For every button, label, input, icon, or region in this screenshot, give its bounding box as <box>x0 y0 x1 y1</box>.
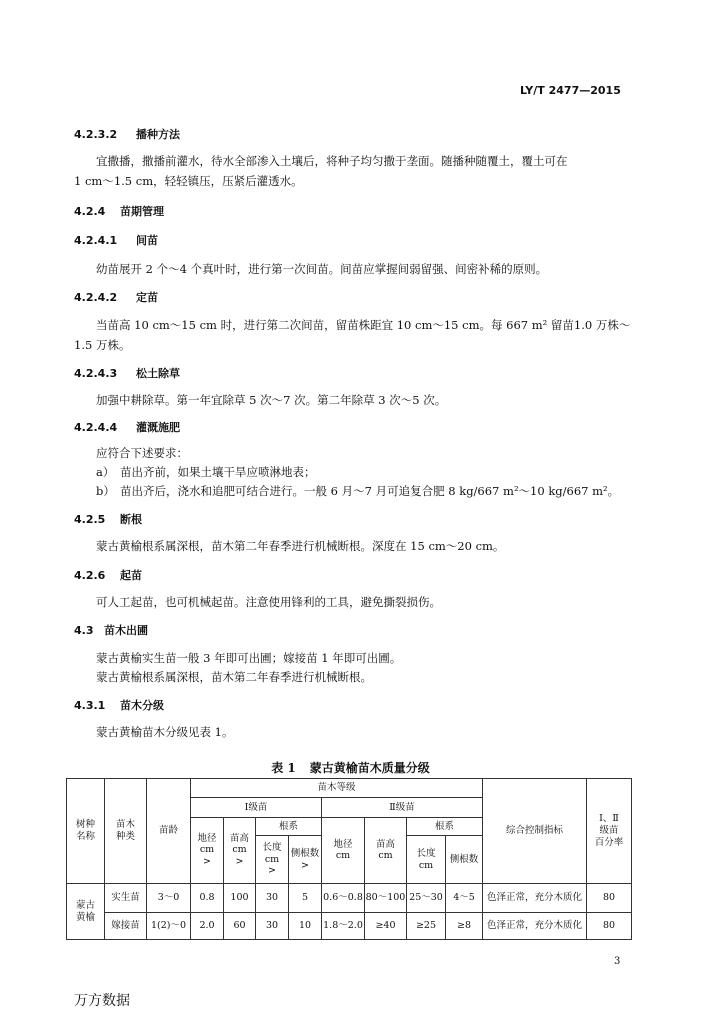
unit-text: cm <box>378 850 393 862</box>
list-label: a） <box>96 465 115 479</box>
cell-g1-height: 60 <box>224 912 256 939</box>
header-text: 苗高 <box>229 832 249 844</box>
header-text: 种类 <box>115 831 135 843</box>
list-item-b <box>96 483 619 499</box>
header-text: 地径 <box>333 838 353 850</box>
species-text: 蒙古 <box>75 899 95 911</box>
cell-g1-diameter: 0.8 <box>191 884 224 913</box>
heading-4-2-4-2 <box>74 289 158 305</box>
header-type <box>105 779 147 884</box>
cell-age: 3～0 <box>147 884 191 913</box>
header-text: 树种 <box>75 819 95 831</box>
cell-g1-height: 100 <box>224 884 256 913</box>
header-text: 长度 <box>262 841 282 853</box>
header-rate <box>587 779 632 884</box>
cell-age: 1(2)～0 <box>147 912 191 939</box>
cell-rate: 80 <box>587 912 632 939</box>
unit-text: cm <box>199 844 215 856</box>
heading-4-3 <box>74 622 148 638</box>
heading-number: 4.2.4 <box>74 205 106 218</box>
cell-g2-diameter: 0.6～0.8 <box>322 884 365 913</box>
paragraph-line: 蒙古黄榆苗木分级见表 1。 <box>96 725 234 739</box>
header-text: 级苗 <box>599 825 619 837</box>
species-text: 黄榆 <box>75 911 95 923</box>
header-g1-lateral <box>289 836 322 884</box>
paragraph-line: 蒙古黄榆根系属深根，苗木第二年春季进行机械断根。 <box>96 670 372 684</box>
unit-text: > <box>235 856 244 868</box>
cell-g1-lateral: 5 <box>289 884 322 913</box>
heading-4-3-1 <box>74 697 164 713</box>
paragraph-line: 蒙古黄榆实生苗一般 3 年即可出圃；嫁接苗 1 年即可出圃。 <box>96 651 402 665</box>
header-text: 地径 <box>197 832 217 844</box>
cell-control: 色泽正常，充分木质化 <box>483 884 587 913</box>
page-number: 3 <box>614 956 621 967</box>
cell-g1-lateral: 10 <box>289 912 322 939</box>
cell-g2-height: ≥40 <box>365 912 407 939</box>
heading-4-2-6 <box>74 567 142 583</box>
header-g2-roots: 根系 <box>407 817 483 835</box>
header-g2-length <box>407 836 446 884</box>
heading-4-2-4-4 <box>74 419 180 435</box>
heading-4-2-5 <box>74 511 142 527</box>
cell-type: 嫁接苗 <box>105 912 147 939</box>
heading-4-2-4-1 <box>74 232 158 248</box>
header-g2-diameter <box>322 817 365 883</box>
header-g1-height <box>224 817 256 883</box>
heading-title: 松土除草 <box>136 367 180 380</box>
header-grade-1: Ⅰ级苗 <box>191 798 322 817</box>
table-caption-title: 蒙古黄榆苗木质量分级 <box>309 761 430 775</box>
cell-g2-length: 25～30 <box>407 884 446 913</box>
heading-title: 播种方法 <box>136 128 180 141</box>
heading-4-2-3-2 <box>74 126 180 142</box>
list-text: 苗出齐后，浇水和追肥可结合进行。一般 6 月～7 月可追复合肥 8 kg/667 m²～10 kg/667 m²。 <box>120 484 620 498</box>
heading-title: 苗期管理 <box>120 205 164 218</box>
header-g1-diameter <box>191 817 224 883</box>
header-grade: 苗木等级 <box>191 779 483 798</box>
heading-4-2-4 <box>74 203 164 219</box>
heading-title: 苗木分级 <box>120 699 164 712</box>
cell-g1-length: 30 <box>256 912 289 939</box>
cell-g2-lateral: ≥8 <box>446 912 483 939</box>
header-g2-height <box>365 817 407 883</box>
cell-g2-diameter: 1.8～2.0 <box>322 912 365 939</box>
heading-number: 4.3 <box>74 624 94 637</box>
paragraph-line: 应符合下述要求： <box>96 446 188 460</box>
unit-text: > <box>203 856 211 868</box>
watermark: 万方数据 <box>74 993 130 1009</box>
heading-number: 4.3.1 <box>74 699 106 712</box>
unit-text: cm <box>335 850 351 862</box>
standard-code: LY/T 2477—2015 <box>520 84 621 97</box>
table-caption-number: 表 1 <box>271 761 296 775</box>
cell-g2-length: ≥25 <box>407 912 446 939</box>
heading-title: 断根 <box>120 513 142 526</box>
cell-g1-length: 30 <box>256 884 289 913</box>
paragraph-line: 当苗高 10 cm～15 cm 时，进行第二次间苗，留苗株距宜 10 cm～15 cm。每 667 m² 留苗1.0 万株～ <box>96 318 631 332</box>
header-grade-2: Ⅱ级苗 <box>322 798 483 817</box>
unit-text: cm <box>418 859 434 871</box>
unit-text: cm <box>232 844 247 856</box>
header-g1-length <box>256 836 289 884</box>
header-text: 百分率 <box>594 836 624 848</box>
header-text: 侧根数 <box>290 847 320 859</box>
paragraph-line: 加强中耕除草。第一年宜除草 5 次～7 次。第二年除草 3 次～5 次。 <box>96 393 447 407</box>
cell-species <box>67 884 105 940</box>
table-row <box>67 884 632 913</box>
paragraph-line: 幼苗展开 2 个～4 个真叶时，进行第一次间苗。间苗应掌握间弱留强、间密补稀的原则。 <box>96 262 548 276</box>
header-g2-lateral: 侧根数 <box>446 836 483 884</box>
cell-g2-lateral: 4～5 <box>446 884 483 913</box>
heading-title: 灌溉施肥 <box>136 421 180 434</box>
header-control: 综合控制指标 <box>483 779 587 884</box>
header-text: 苗木 <box>115 819 135 831</box>
unit-text: > <box>301 859 309 871</box>
heading-number: 4.2.4.2 <box>74 291 118 304</box>
list-item-a <box>96 464 316 480</box>
heading-number: 4.2.4.3 <box>74 367 118 380</box>
heading-title: 起苗 <box>120 569 142 582</box>
heading-title: 间苗 <box>136 234 158 247</box>
paragraph-line: 1 cm～1.5 cm，轻轻镇压，压紧后灌透水。 <box>74 174 303 188</box>
header-g1-roots: 根系 <box>256 817 322 835</box>
paragraph-line: 蒙古黄榆根系属深根，苗木第二年春季进行机械断根。深度在 15 cm～20 cm。 <box>96 539 505 553</box>
table-row <box>67 912 632 939</box>
cell-g1-diameter: 2.0 <box>191 912 224 939</box>
heading-4-2-4-3 <box>74 365 180 381</box>
heading-number: 4.2.4.4 <box>74 421 118 434</box>
cell-rate: 80 <box>587 884 632 913</box>
heading-number: 4.2.3.2 <box>74 128 118 141</box>
seedling-grade-table <box>66 778 632 940</box>
heading-number: 4.2.6 <box>74 569 106 582</box>
cell-type: 实生苗 <box>105 884 147 913</box>
paragraph-line: 可人工起苗，也可机械起苗。注意使用锋利的工具，避免撕裂损伤。 <box>96 595 441 609</box>
header-age: 苗龄 <box>147 779 191 884</box>
list-text: 苗出齐前，如果土壤干旱应喷淋地表； <box>120 465 316 479</box>
heading-number: 4.2.5 <box>74 513 106 526</box>
unit-text: cm <box>264 853 280 865</box>
list-label: b） <box>96 484 115 498</box>
unit-text: > <box>268 865 276 877</box>
heading-title: 苗木出圃 <box>104 624 148 637</box>
table-caption <box>0 759 701 776</box>
heading-number: 4.2.4.1 <box>74 234 118 247</box>
header-text: 长度 <box>416 847 436 859</box>
header-text: Ⅰ、Ⅱ <box>599 813 619 825</box>
cell-g2-height: 80～100 <box>365 884 407 913</box>
header-text: 名称 <box>75 831 95 843</box>
heading-title: 定苗 <box>136 291 158 304</box>
paragraph-line: 1.5 万株。 <box>74 338 131 352</box>
cell-control: 色泽正常，充分木质化 <box>483 912 587 939</box>
header-text: 苗高 <box>375 838 395 850</box>
header-species <box>67 779 105 884</box>
paragraph-line: 宜撒播，撒播前灌水，待水全部渗入土壤后，将种子均匀撒于垄面。随播种随覆土，覆土可在 <box>96 154 568 168</box>
